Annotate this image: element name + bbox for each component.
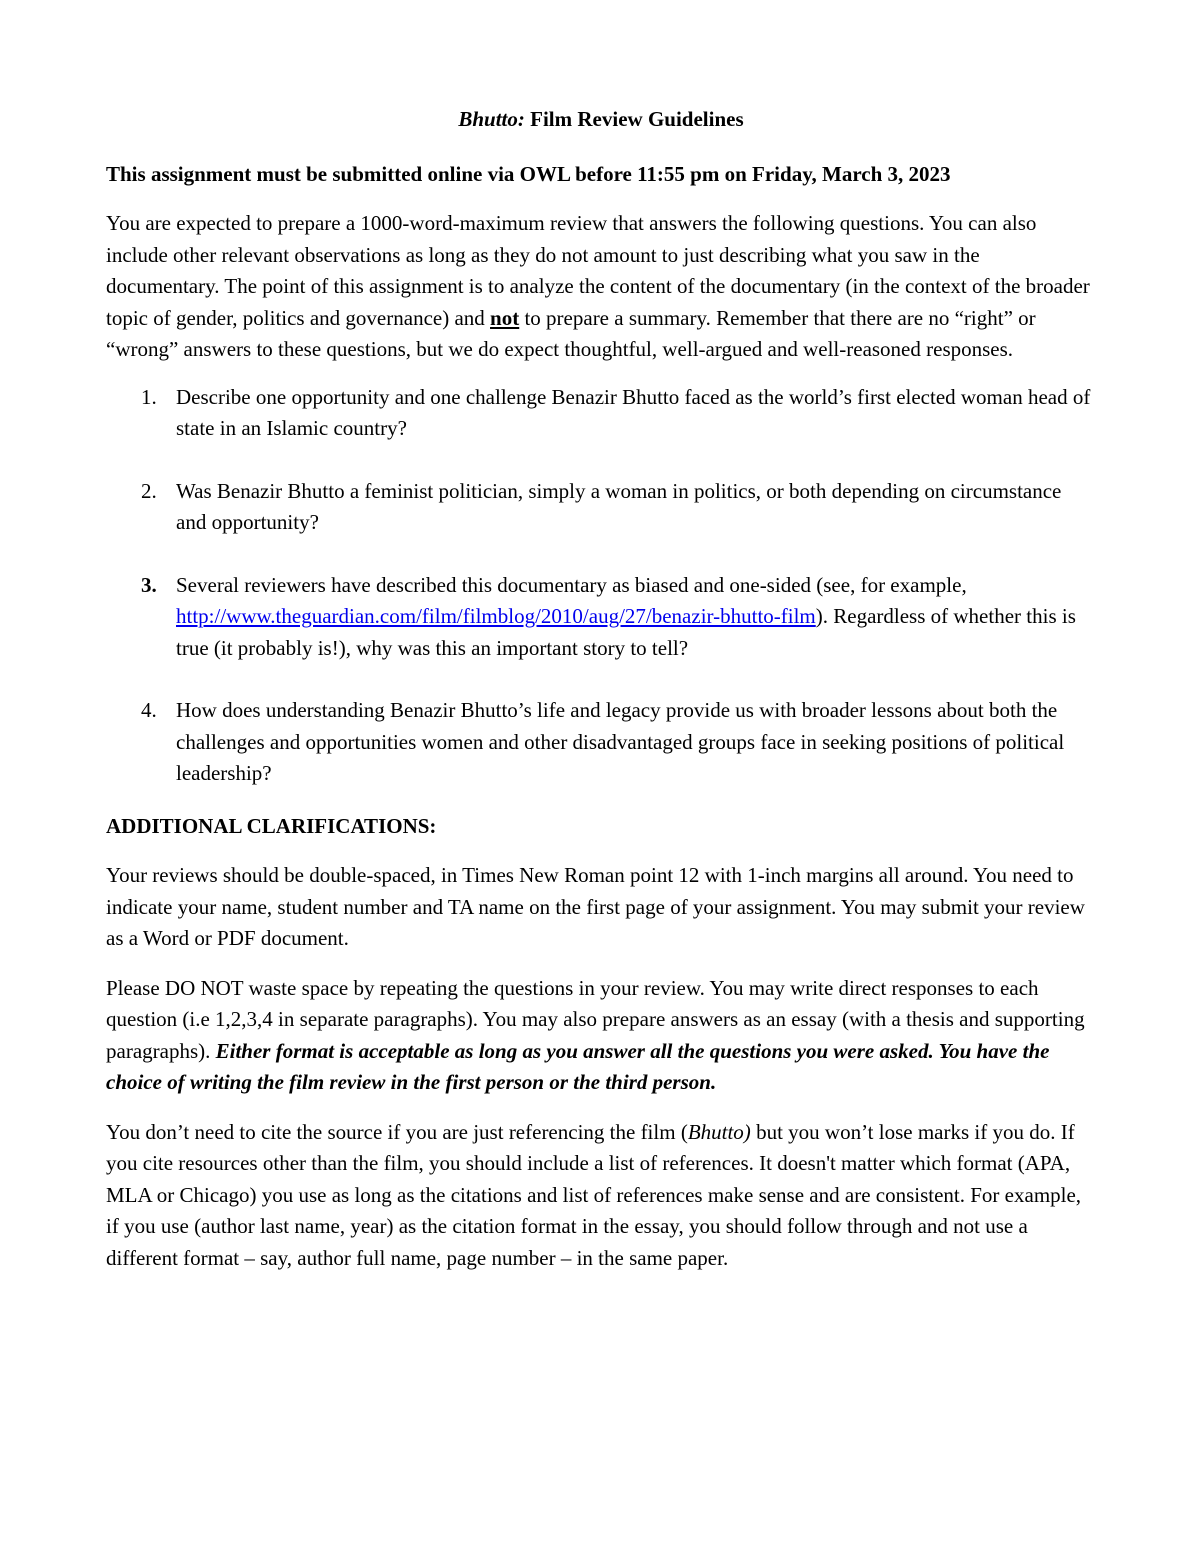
question-text-after-link: ). Regardless of whether this is true (it probably is!), why was this an important story to tell? <box>176 604 1076 660</box>
question-number: 4. <box>141 698 157 722</box>
format-options-text: Please DO NOT waste space by repeating the questions in your review. You may write direct responses to each question (i.e 1,2,3,4 in separate paragraphs). You may also prepare answers as an essay (with a thesis and supporting paragraphs). <box>106 975 1085 1063</box>
title-film-name: Bhutto: <box>458 107 525 131</box>
question-number: 3. <box>141 572 157 597</box>
question-text: How does understanding Benazir Bhutto’s life and legacy provide us with broader lessons about both the challenges and opportunities women and other disadvantaged groups face in seeking positions of political leadership? <box>176 698 1065 785</box>
question-item <box>106 695 1096 790</box>
page-title <box>106 104 1096 136</box>
question-number: 2. <box>141 478 157 503</box>
intro-emphasis: not <box>490 305 520 330</box>
citation-paragraph <box>106 1117 1096 1275</box>
deadline-notice: This assignment must be submitted online via OWL before 11:55 pm on Friday, March 3, 2023 <box>106 161 951 186</box>
citation-text-2: but you won’t lose marks if you do. If you cite resources other than the film, you should include a list of references. It doesn't matter which format (APA, MLA or Chicago) you use as long as the citations and list of references make sense and are consistent. For example, if you use (author last name, year) as the citation format in the essay, you should follow through and not use a different format – say, author full name, page number – in the same paper. <box>106 1119 1082 1270</box>
question-text: Describe one opportunity and one challenge Benazir Bhutto faced as the world’s first elected woman head of state in an Islamic country? <box>176 384 1091 440</box>
format-options-paragraph <box>106 973 1096 1099</box>
intro-text-2: to prepare a summary. Remember that there are no “right” or “wrong” answers to these questions, but we do expect thoughtful, well-argued and well-reasoned responses. <box>106 305 1036 361</box>
formatting-paragraph: Your reviews should be double-spaced, in Times New Roman point 12 with 1-inch margins all around. You need to indicate your name, student number and TA name on the first page of your assignment. You may submit your review as a Word or PDF document. <box>106 863 1085 950</box>
question-text-before-link: Several reviewers have described this documentary as biased and one-sided (see, for example, <box>176 572 967 597</box>
clarifications-heading: ADDITIONAL CLARIFICATIONS: <box>106 813 437 838</box>
guardian-review-link[interactable]: http://www.theguardian.com/film/filmblog/2010/aug/27/benazir-bhutto-film <box>176 604 816 628</box>
question-number: 1. <box>141 384 157 409</box>
format-options-emphasis: Either format is acceptable as long as you answer all the questions you were asked. You have the choice of writing the film review in the first person or the third person. <box>106 1038 1050 1094</box>
question-item <box>106 476 1096 539</box>
citation-film-name: Bhutto) <box>687 1119 751 1144</box>
question-item <box>106 382 1096 445</box>
citation-text-1: You don’t need to cite the source if you are just referencing the film ( <box>106 1119 688 1144</box>
question-item <box>106 570 1096 665</box>
questions-list <box>106 382 1096 790</box>
title-rest: Film Review Guidelines <box>524 107 744 131</box>
intro-paragraph <box>106 208 1096 366</box>
intro-text-1: You are expected to prepare a 1000-word-maximum review that answers the following questions. You can also include other relevant observations as long as they do not amount to just describing what you saw in the documentary. The point of this assignment is to analyze the content of the documentary (in the context of the broader topic of gender, politics and governance) and <box>106 211 1090 330</box>
question-text: Was Benazir Bhutto a feminist politician, simply a woman in politics, or both depending on circumstance and opportunity? <box>176 478 1062 534</box>
document-body <box>106 104 1096 1274</box>
